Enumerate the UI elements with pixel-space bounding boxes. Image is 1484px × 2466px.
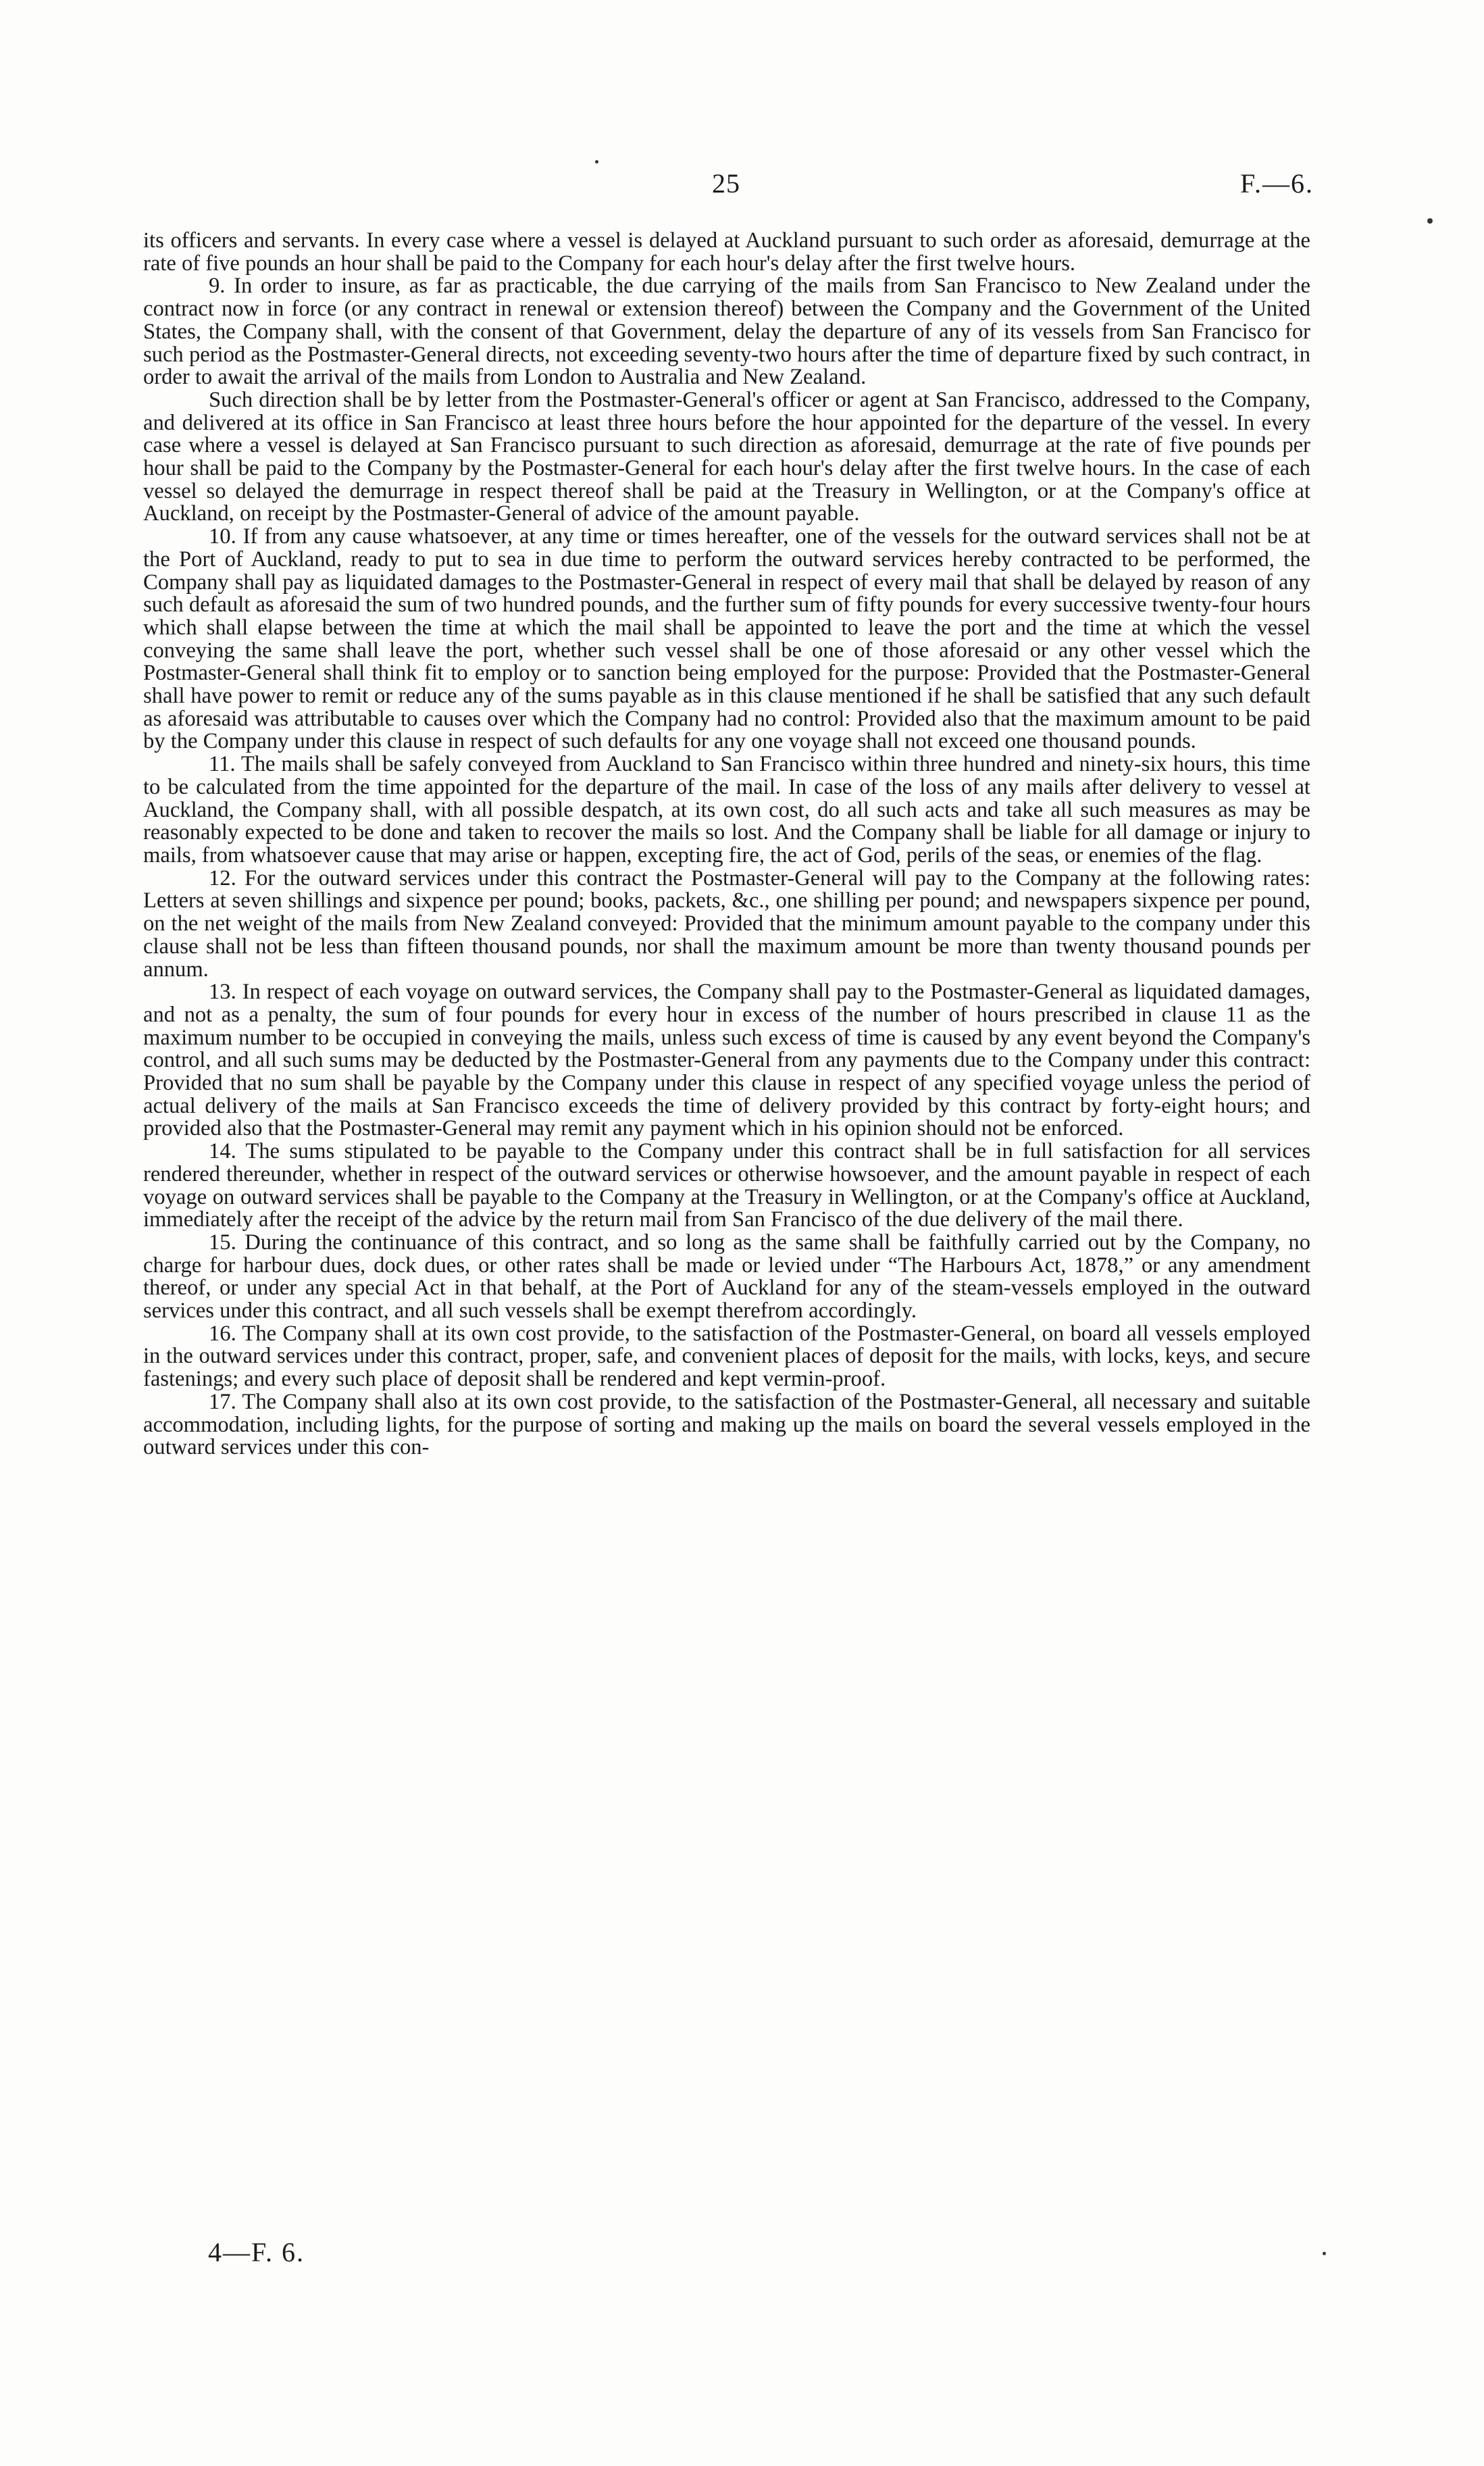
page-number: 25 (712, 168, 740, 199)
paragraph: 13. In respect of each voyage on outward services, the Company shall pay to the Postmaster-General as liquidated damages, and not as a penalty, the sum of four pounds for every hour in excess of the number of hours prescribed in clause 11 as the maximum number to be occupied in conveying the mails, unless such excess of time is caused by any event beyond the Company's control, and all such sums may be deducted by the Postmaster-General from any payments due to the Company under this contract: Provided that no sum shall be payable by the Company under this clause in respect of any specified voyage unless the period of actual delivery of the mails at San Francisco exceeds the time of delivery provided by this contract by forty-eight hours; and provided also that the Postmaster-General may remit any payment which in his opinion should not be enforced. (143, 980, 1310, 1141)
paragraph: 16. The Company shall at its own cost provide, to the satisfaction of the Postmaster-General, on board all vessels employed in the outward services under this contract, proper, safe, and convenient places of deposit for the mails, with locks, keys, and secure fastenings; and every such place of deposit shall be rendered and kept vermin-proof. (143, 1321, 1310, 1392)
stray-mark (595, 160, 598, 163)
paragraph: 10. If from any cause whatsoever, at any time or times hereafter, one of the vessels for the outward services shall not be at the Port of Auckland, ready to put to sea in due time to perform the outward services hereby contracted to be performed, the Company shall pay as liquidated damages to the Postmaster-General in respect of every mail that shall be delayed by reason of any such default as aforesaid the sum of two hundred pounds, and the further sum of fifty pounds for every successive twenty-four hours which shall elapse between the time at which the mail shall be appointed to leave the port and the time at which the vessel conveying the same shall leave the port, whether such vessel shall be one of those aforesaid or any other vessel which the Postmaster-General shall think fit to employ or to sanction being employed for the purpose: Provided that the Postmaster-General shall have power to remit or reduce any of the sums payable as in this clause mentioned if he shall be satisfied that any such default as aforesaid was attributable to causes over which the Company had no control: Provided also that the maximum amount to be paid by the Company under this clause in respect of such defaults for any one voyage shall not exceed one thousand pounds. (143, 524, 1311, 754)
paragraph: 14. The sums stipulated to be payable to the Company under this contract shall be in full satisfaction for all services rendered thereunder, whether in respect of the outward services or otherwise howsoever, and the amount payable in respect of each voyage on outward services shall be payable to the Company at the Treasury in Wellington, or at the Company's office at Auckland, immediately after the receipt of the advice by the return mail from San Francisco of the due delivery of the mail there. (143, 1139, 1310, 1232)
page-header (138, 168, 1314, 208)
stray-mark (1427, 218, 1433, 224)
paragraph: 15. During the continuance of this contract, and so long as the same shall be faithfully carried out by the Company, no charge for harbour dues, dock dues, or other rates shall be made or levied under “The Harbours Act, 1878,” or any amendment thereof, or under any special Act in that behalf, at the Port of Auckland for any of the steam-vessels employed in the outward services under this contract, and all such vessels shall be exempt therefrom accordingly. (143, 1230, 1310, 1324)
document-reference: F.—6. (1239, 168, 1314, 199)
signature-mark: 4—F. 6. (208, 2237, 305, 2267)
paragraph: 12. For the outward services under this contract the Postmaster-General will pay to the Company at the following rates: Letters at seven shillings and sixpence per pound; books, packets, &c., one shilling per pound; and newspapers sixpence per pound, on the net weight of the mails from New Zealand conveyed: Provided that the minimum amount payable to the company under this clause shall not be less than fifteen thousand pounds, nor shall the maximum amount be more than twenty thousand pounds per annum. (143, 865, 1310, 982)
paragraph: its officers and servants. In every case where a vessel is delayed at Auckland pursuant to such order as aforesaid, demurrage at the rate of five pounds an hour shall be paid to the Company for each hour's delay after the first twelve hours. (143, 228, 1310, 276)
paragraph: 17. The Company shall also at its own cost provide, to the satisfaction of the Postmaster-General, all necessary and suitable accommodation, including lights, for the purpose of sorting and making up the mails on board the several vessels employed in the outward services under this con- (143, 1389, 1310, 1460)
paragraph: 11. The mails shall be safely conveyed from Auckland to San Francisco within three hundred and ninety-six hours, this time to be calculated from the time appointed for the departure of the mail. In case of the loss of any mails after delivery to vessel at Auckland, the Company shall, with all possible despatch, at its own cost, do all such acts and take all such measures as may be reasonably expected to be done and taken to recover the mails so lost. And the Company shall be liable for all damage or injury to mails, from whatsoever cause that may arise or happen, excepting fire, the act of God, perils of the seas, or enemies of the flag. (143, 752, 1310, 867)
body-text (143, 230, 1310, 1459)
paragraph: 9. In order to insure, as far as practicable, the due carrying of the mails from San Francisco to New Zealand under the contract now in force (or any contract in renewal or extension thereof) between the Company and the Government of the United States, the Company shall, with the consent of that Government, delay the departure of any of its vessels from San Francisco for such period as the Postmaster-General directs, not exceeding seventy-two hours after the time of departure fixed by such contract, in order to await the arrival of the mails from London to Australia and New Zealand. (143, 274, 1310, 390)
paragraph: Such direction shall be by letter from the Postmaster-General's officer or agent at San Francisco, addressed to the Company, and delivered at its office in San Francisco at least three hours before the hour appointed for the departure of the vessel. In every case where a vessel is delayed at San Francisco pursuant to such direction as aforesaid, demurrage at the rate of five pounds per hour shall be paid to the Company by the Postmaster-General for each hour's delay after the first twelve hours. In the case of each vessel so delayed the demurrage in respect thereof shall be paid at the Treasury in Wellington, or at the Company's office at Auckland, on receipt by the Postmaster-General of advice of the amount payable. (143, 387, 1310, 526)
stray-mark (1323, 2252, 1326, 2255)
